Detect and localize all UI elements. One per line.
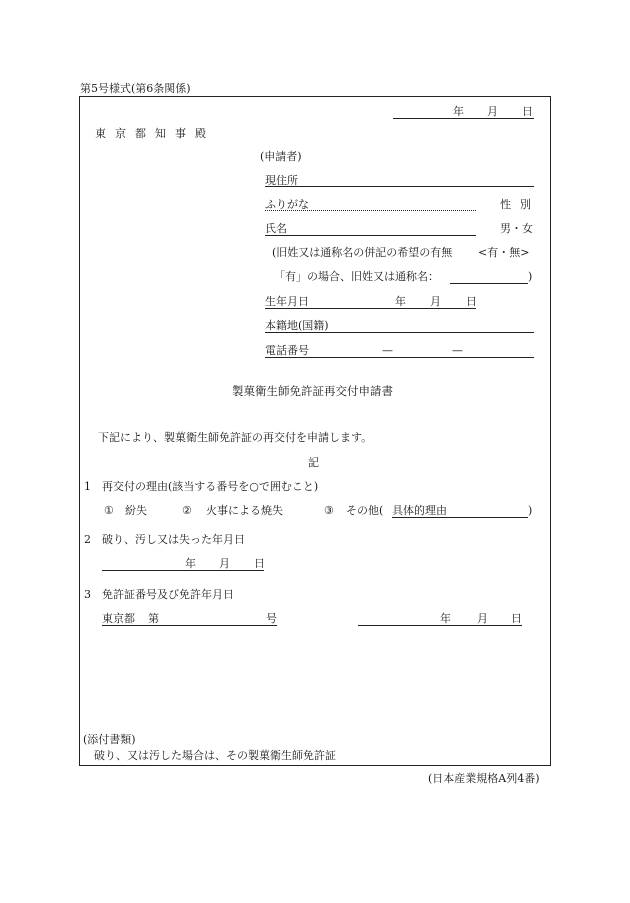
phone-dash-1: — bbox=[382, 344, 393, 357]
license-day-label: 日 bbox=[511, 612, 522, 625]
attachments-heading: (添付書類) bbox=[83, 733, 136, 746]
date-input-line[interactable] bbox=[393, 118, 534, 119]
form-label: 第5号様式(第6条関係) bbox=[80, 82, 191, 95]
reason-2-label: 火事による焼失 bbox=[206, 504, 283, 517]
license-year-label: 年 bbox=[440, 612, 451, 625]
license-prefix: 東京都 bbox=[102, 612, 135, 625]
old-name-note: (旧姓又は通称名の併記の希望の有無 bbox=[272, 246, 453, 259]
birth-year-label: 年 bbox=[395, 295, 406, 308]
birth-month-label: 月 bbox=[430, 295, 441, 308]
document-title: 製菓衛生師免許証再交付申請書 bbox=[232, 384, 393, 398]
old-name-if-yes: 「有」の場合、旧姓又は通称名： bbox=[274, 270, 439, 283]
phone-dash-2: — bbox=[452, 344, 463, 357]
damage-date-input-line[interactable] bbox=[102, 570, 264, 571]
birth-day-label: 日 bbox=[466, 295, 477, 308]
item-1-heading: 再交付の理由(該当する番号を○で囲むこと) bbox=[102, 480, 319, 493]
reason-3-number[interactable]: ③ bbox=[324, 504, 334, 517]
reason-2-number[interactable]: ② bbox=[182, 504, 192, 517]
date-day-label: 日 bbox=[522, 105, 533, 118]
addressee: 東京都知事殿 bbox=[95, 127, 215, 140]
address-label: 現住所 bbox=[265, 174, 298, 187]
gender-options[interactable]: 男・女 bbox=[500, 222, 533, 235]
reason-3-label: その他( bbox=[346, 504, 384, 517]
phone-label: 電話番号 bbox=[265, 344, 309, 357]
damage-year-label: 年 bbox=[185, 557, 196, 570]
damage-month-label: 月 bbox=[219, 557, 230, 570]
furigana-input-line[interactable] bbox=[265, 210, 476, 211]
damage-day-label: 日 bbox=[254, 557, 265, 570]
item-1-number: 1 bbox=[84, 480, 91, 493]
item-2-number: 2 bbox=[84, 533, 91, 546]
license-number-input-line[interactable] bbox=[102, 625, 277, 626]
reason-3-detail: 具体的理由 bbox=[392, 504, 447, 517]
birthdate-label: 生年月日 bbox=[265, 295, 309, 308]
reason-1-label: 紛失 bbox=[125, 504, 147, 517]
intro-text: 下記により、製菓衛生師免許証の再交付を申請します。 bbox=[98, 431, 373, 444]
license-date-input-line[interactable] bbox=[358, 625, 522, 626]
reason-1-number[interactable]: ① bbox=[104, 504, 114, 517]
old-name-input-line[interactable] bbox=[450, 283, 528, 284]
attachments-text: 破り、又は汚した場合は、その製菓衛生師免許証 bbox=[94, 749, 336, 762]
date-year-label: 年 bbox=[453, 105, 464, 118]
license-go: 号 bbox=[266, 612, 277, 625]
name-input-line[interactable] bbox=[265, 235, 476, 236]
old-name-options[interactable]: <有・無> bbox=[478, 246, 530, 259]
footer-note: (日本産業規格A列4番) bbox=[428, 772, 540, 785]
reason-3-close: ) bbox=[528, 504, 533, 517]
license-month-label: 月 bbox=[477, 612, 488, 625]
domicile-input-line[interactable] bbox=[265, 332, 534, 333]
reason-detail-input-line[interactable] bbox=[392, 517, 528, 518]
item-2-heading: 破り、汚し又は失った年月日 bbox=[102, 533, 245, 546]
item-3-heading: 免許証番号及び免許年月日 bbox=[102, 588, 234, 601]
old-name-close: ) bbox=[528, 270, 533, 283]
phone-input-line[interactable] bbox=[265, 357, 534, 358]
domicile-label: 本籍地(国籍) bbox=[265, 319, 329, 332]
address-input-line[interactable] bbox=[265, 186, 534, 187]
ki-label: 記 bbox=[308, 456, 319, 469]
license-dai: 第 bbox=[148, 612, 159, 625]
name-label: 氏名 bbox=[265, 222, 287, 235]
birthdate-input-line[interactable] bbox=[265, 308, 476, 309]
applicant-heading: (申請者) bbox=[260, 150, 302, 163]
furigana-label: ふりがな bbox=[265, 198, 309, 211]
gender-label: 性別 bbox=[500, 198, 540, 211]
item-3-number: 3 bbox=[84, 588, 91, 601]
date-month-label: 月 bbox=[487, 105, 498, 118]
